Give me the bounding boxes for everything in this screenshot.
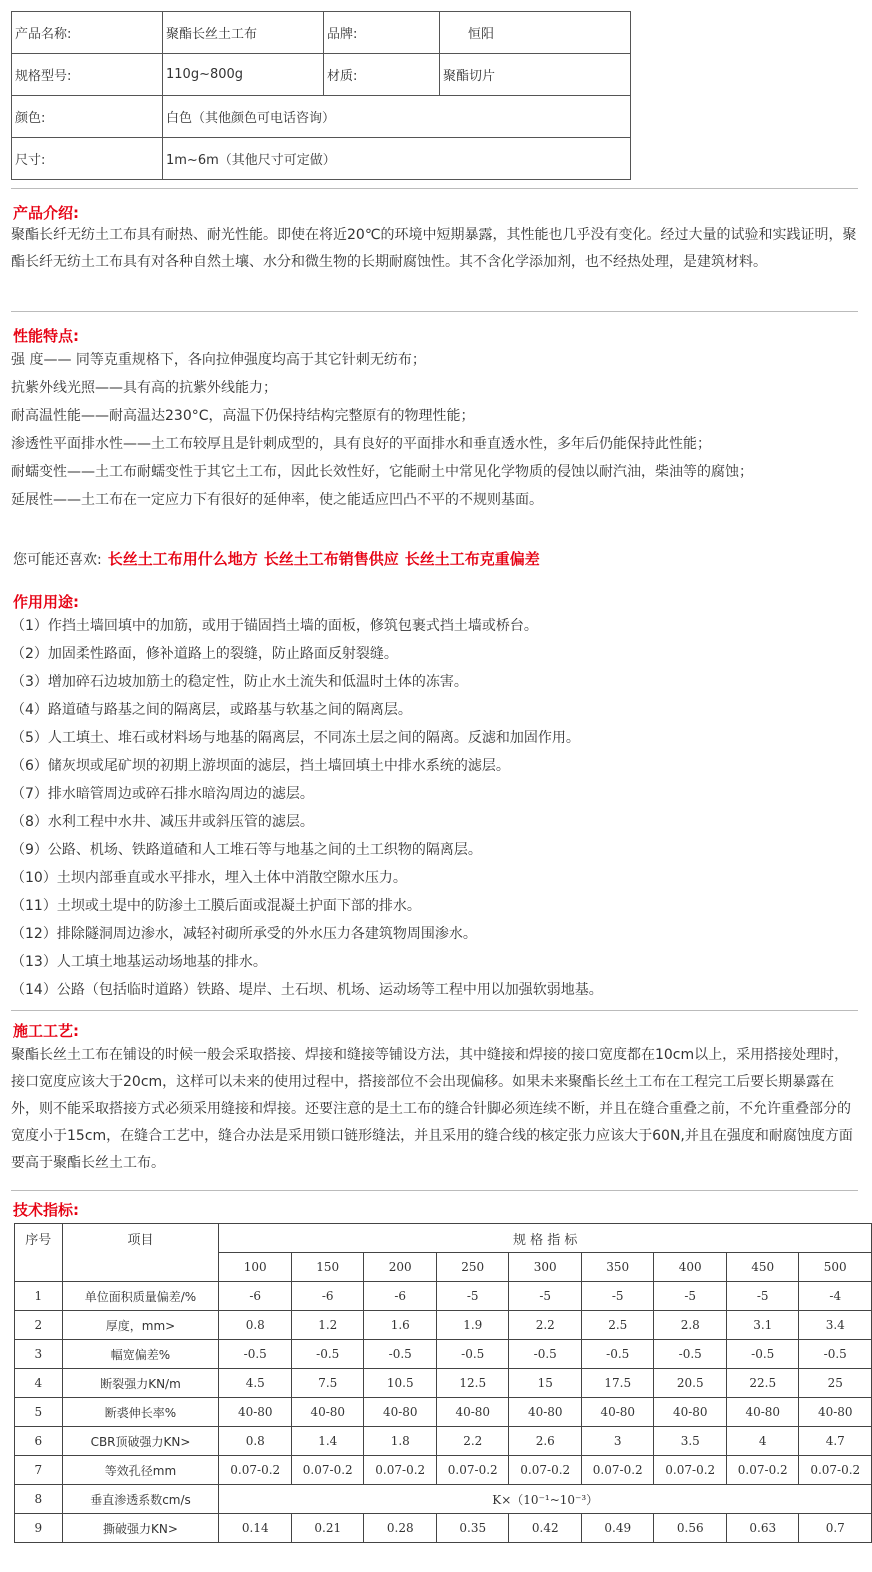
- spec-row: [12, 54, 631, 96]
- row-number: 3: [15, 1340, 63, 1369]
- may-like-link[interactable]: 长丝土工布销售供应: [263, 550, 399, 568]
- row-value: 0.35: [436, 1514, 509, 1543]
- row-value: -5: [581, 1282, 654, 1311]
- row-value: 0.56: [654, 1514, 727, 1543]
- row-number: 1: [15, 1282, 63, 1311]
- row-value: 40-80: [509, 1398, 582, 1427]
- spec-label: 规格型号:: [12, 54, 163, 96]
- tech-row: [15, 1340, 872, 1369]
- uses-title: 作用用途:: [13, 593, 79, 611]
- row-value: 7.5: [291, 1369, 364, 1398]
- intro-title: 产品介绍:: [13, 204, 79, 222]
- tech-body: [15, 1282, 872, 1543]
- row-value: 1.2: [291, 1311, 364, 1340]
- row-number: 9: [15, 1514, 63, 1543]
- row-value: 0.07-0.2: [654, 1456, 727, 1485]
- tech-row: [15, 1514, 872, 1543]
- row-value: 0.07-0.2: [291, 1456, 364, 1485]
- spec-value: 聚酯长丝土工布: [163, 12, 324, 54]
- tech-table: [14, 1223, 872, 1543]
- use-item: （5）人工填土、堆石或材料场与地基的隔离层，不同冻土层之间的隔离。反滤和加固作用。: [11, 730, 580, 746]
- spec-label: 颜色:: [12, 96, 163, 138]
- row-item: 单位面积质量偏差/%: [62, 1282, 219, 1311]
- use-item: （14）公路（包括临时道路）铁路、堤岸、土石坝、机场、运动场等工程中用以加强软弱地基。: [11, 982, 603, 998]
- row-value: 2.6: [509, 1427, 582, 1456]
- may-like-link[interactable]: 长丝土工布克重偏差: [404, 550, 540, 568]
- row-value: 3: [581, 1427, 654, 1456]
- size-header-cell: 350: [581, 1253, 654, 1282]
- row-number: 5: [15, 1398, 63, 1427]
- row-value: 0.21: [291, 1514, 364, 1543]
- row-value: 40-80: [581, 1398, 654, 1427]
- row-value: 2.8: [654, 1311, 727, 1340]
- divider: [11, 188, 858, 189]
- row-value: -6: [219, 1282, 292, 1311]
- row-value: 40-80: [799, 1398, 872, 1427]
- size-header-cell: 150: [291, 1253, 364, 1282]
- row-value: 22.5: [726, 1369, 799, 1398]
- tech-row: [15, 1398, 872, 1427]
- row-value: 40-80: [436, 1398, 509, 1427]
- row-value: 0.8: [219, 1311, 292, 1340]
- row-value: 1.8: [364, 1427, 437, 1456]
- row-value: 2.5: [581, 1311, 654, 1340]
- divider: [11, 1190, 858, 1191]
- row-value: -6: [364, 1282, 437, 1311]
- row-item: 等效孔径mm: [62, 1456, 219, 1485]
- row-value: 3.4: [799, 1311, 872, 1340]
- row-value: 25: [799, 1369, 872, 1398]
- feature-item: 强 度—— 同等克重规格下，各向拉伸强度均高于其它针刺无纺布；: [11, 352, 426, 368]
- row-value: 40-80: [726, 1398, 799, 1427]
- row-value: 0.42: [509, 1514, 582, 1543]
- uses-list: [11, 612, 859, 1004]
- row-item: 断裘伸长率%: [62, 1398, 219, 1427]
- use-item: （10）土坝内部垂直或水平排水，埋入土体中消散空隙水压力。: [11, 870, 407, 886]
- spec-label: 产品名称:: [12, 12, 163, 54]
- tech-row: [15, 1282, 872, 1311]
- size-header-cell: 300: [509, 1253, 582, 1282]
- row-value: 12.5: [436, 1369, 509, 1398]
- row-value: 40-80: [219, 1398, 292, 1427]
- use-item: （7）排水暗管周边或碎石排水暗沟周边的滤层。: [11, 786, 314, 802]
- tech-row: [15, 1311, 872, 1340]
- row-value: 1.6: [364, 1311, 437, 1340]
- feature-item: 耐高温性能——耐高温达230°C，高温下仍保持结构完整原有的物理性能；: [11, 408, 475, 424]
- row-value: 0.07-0.2: [726, 1456, 799, 1485]
- process-paragraph: 聚酯长丝土工布在铺设的时候一般会采取搭接、焊接和缝接等铺设方法，其中缝接和焊接的接口宽度都在10cm以上，采用搭接处理时，接口宽度应该大于20cm，这样可以未来的使用过程中，搭接部位不会出现偏移。如果未来聚酯长丝土工布在工程完工后要长期暴露在外，则不能采取搭接方式必须采用缝接和焊接。还要注意的是土工布的缝合针脚必须连续不断，并且在缝合重叠之前，不允许重叠部分的宽度小于15cm，在缝合工艺中，缝合办法是采用锁口链形缝法，并且采用的缝合线的核定张力应该大于60N,并且在强度和耐腐蚀度方面要高于聚酯长丝土工布。: [11, 1047, 853, 1171]
- row-value: 0.7: [799, 1514, 872, 1543]
- row-value: 40-80: [364, 1398, 437, 1427]
- use-item: （9）公路、机场、铁路道碴和人工堆石等与地基之间的土工织物的隔离层。: [11, 842, 482, 858]
- row-number: 7: [15, 1456, 63, 1485]
- spec-value: 1m~6m（其他尺寸可定做）: [163, 138, 631, 180]
- tech-row: [15, 1369, 872, 1398]
- row-value: 4: [726, 1427, 799, 1456]
- row-value: 0.07-0.2: [219, 1456, 292, 1485]
- row-value: 2.2: [436, 1427, 509, 1456]
- size-header-cell: 400: [654, 1253, 727, 1282]
- row-value: 0.28: [364, 1514, 437, 1543]
- row-value: 0.07-0.2: [436, 1456, 509, 1485]
- divider: [11, 311, 858, 312]
- row-value: -6: [291, 1282, 364, 1311]
- size-header-cell: 500: [799, 1253, 872, 1282]
- tech-row: [15, 1427, 872, 1456]
- use-item: （3）增加碎石边坡加筋土的稳定性，防止水土流失和低温时土体的冻害。: [11, 674, 468, 690]
- tech-row: [15, 1485, 872, 1514]
- spec-label: 品牌:: [324, 12, 440, 54]
- use-item: （2）加固柔性路面，修补道路上的裂缝，防止路面反射裂缝。: [11, 646, 398, 662]
- row-item: 幅宽偏差%: [62, 1340, 219, 1369]
- row-value: -0.5: [364, 1340, 437, 1369]
- row-value: 40-80: [291, 1398, 364, 1427]
- divider: [11, 1010, 858, 1011]
- row-value: 0.49: [581, 1514, 654, 1543]
- process-title: 施工工艺:: [13, 1022, 79, 1040]
- spec-value: 白色（其他颜色可电话咨询）: [163, 96, 631, 138]
- features-title: 性能特点:: [13, 327, 79, 345]
- spec-row: [12, 96, 631, 138]
- spec-label: 材质:: [324, 54, 440, 96]
- may-like-link[interactable]: 长丝土工布用什么地方: [107, 550, 258, 568]
- spec-value: 恒阳: [440, 12, 631, 54]
- size-header-cell: 450: [726, 1253, 799, 1282]
- use-item: （6）储灰坝或尾矿坝的初期上游坝面的滤层，挡土墙回填土中排水系统的滤层。: [11, 758, 510, 774]
- spec-label: 尺寸:: [12, 138, 163, 180]
- row-value: 0.07-0.2: [799, 1456, 872, 1485]
- row-value: -0.5: [654, 1340, 727, 1369]
- row-value: -0.5: [219, 1340, 292, 1369]
- row-value: 4.5: [219, 1369, 292, 1398]
- row-value: 20.5: [654, 1369, 727, 1398]
- row-value: -0.5: [799, 1340, 872, 1369]
- feature-item: 延展性——土工布在一定应力下有很好的延伸率，使之能适应凹凸不平的不规则基面。: [11, 492, 543, 508]
- row-value: -5: [509, 1282, 582, 1311]
- may-like-label: 您可能还喜欢:: [13, 552, 102, 568]
- tech-header-row: [15, 1224, 872, 1253]
- row-item: CBR顶破强力KN>: [62, 1427, 219, 1456]
- may-like: [13, 548, 540, 569]
- row-value: 17.5: [581, 1369, 654, 1398]
- feature-item: 耐蠕变性——土工布耐蠕变性于其它土工布，因此长效性好，它能耐土中常见化学物质的侵蚀以耐汽油，柴油等的腐蚀；: [11, 464, 753, 480]
- spec-value: 110g~800g: [163, 54, 324, 96]
- row-value: -5: [726, 1282, 799, 1311]
- row-item: 垂直渗透系数cm/s: [62, 1485, 219, 1514]
- process-text: [11, 1042, 859, 1177]
- col-item-header: 项目: [62, 1224, 219, 1282]
- features-list: [11, 346, 859, 514]
- row-number: 6: [15, 1427, 63, 1456]
- row-value: 1.4: [291, 1427, 364, 1456]
- row-value: -0.5: [291, 1340, 364, 1369]
- tech-row: [15, 1456, 872, 1485]
- row-value: 0.63: [726, 1514, 799, 1543]
- row-value: 40-80: [654, 1398, 727, 1427]
- row-value: 0.07-0.2: [364, 1456, 437, 1485]
- intro-paragraph: 聚酯长纤无纺土工布具有耐热、耐光性能。即使在将近20℃的环境中短期暴露，其性能也几乎没有变化。经过大量的试验和实践证明，聚酯长纤无纺土工布具有对各种自然土壤、水分和微生物的长期耐腐蚀性。其不含化学添加剂，也不经热处理，是建筑材料。: [11, 227, 857, 270]
- row-item: 断裂强力KN/m: [62, 1369, 219, 1398]
- feature-item: 渗透性平面排水性——土工布较厚且是针刺成型的，具有良好的平面排水和垂直透水性，多年后仍能保持此性能；: [11, 436, 711, 452]
- row-value: 15: [509, 1369, 582, 1398]
- size-header-cell: 200: [364, 1253, 437, 1282]
- row-value: 0.07-0.2: [581, 1456, 654, 1485]
- spec-row: [12, 12, 631, 54]
- use-item: （12）排除隧洞周边渗水，减轻衬砌所承受的外水压力各建筑物周围渗水。: [11, 926, 477, 942]
- row-value: -4: [799, 1282, 872, 1311]
- row-number: 4: [15, 1369, 63, 1398]
- col-no-header: 序号: [15, 1224, 63, 1282]
- row-value: -5: [654, 1282, 727, 1311]
- row-value: 0.14: [219, 1514, 292, 1543]
- row-value: 3.5: [654, 1427, 727, 1456]
- size-header-cell: 100: [219, 1253, 292, 1282]
- spec-value: 聚酯切片: [440, 54, 631, 96]
- use-item: （4）路道碴与路基之间的隔离层，或路基与软基之间的隔离层。: [11, 702, 412, 718]
- row-value: 0.8: [219, 1427, 292, 1456]
- row-value: -0.5: [436, 1340, 509, 1369]
- col-spec-header: 规 格 指 标: [219, 1224, 872, 1253]
- row-value: -0.5: [509, 1340, 582, 1369]
- use-item: （13）人工填土地基运动场地基的排水。: [11, 954, 267, 970]
- row-value: 1.9: [436, 1311, 509, 1340]
- row-value: -5: [436, 1282, 509, 1311]
- row-number: 2: [15, 1311, 63, 1340]
- row-value: 10.5: [364, 1369, 437, 1398]
- row-value: 3.1: [726, 1311, 799, 1340]
- row-item: 撕破强力KN>: [62, 1514, 219, 1543]
- spec-table: [11, 11, 631, 180]
- use-item: （8）水利工程中水井、减压井或斜压管的滤层。: [11, 814, 314, 830]
- row-number: 8: [15, 1485, 63, 1514]
- row-item: 厚度，mm>: [62, 1311, 219, 1340]
- use-item: （11）土坝或土堤中的防渗土工膜后面或混凝土护面下部的排水。: [11, 898, 421, 914]
- intro-text: [11, 222, 859, 276]
- row-value: -0.5: [581, 1340, 654, 1369]
- row-value: -0.5: [726, 1340, 799, 1369]
- row-merged-value: K×（10⁻¹~10⁻³）: [219, 1485, 872, 1514]
- use-item: （1）作挡土墙回填中的加筋，或用于锚固挡土墙的面板，修筑包裹式挡土墙或桥台。: [11, 618, 538, 634]
- row-value: 0.07-0.2: [509, 1456, 582, 1485]
- size-header-cell: 250: [436, 1253, 509, 1282]
- tech-title: 技术指标:: [13, 1201, 79, 1219]
- feature-item: 抗紫外线光照——具有高的抗紫外线能力；: [11, 380, 277, 396]
- row-value: 4.7: [799, 1427, 872, 1456]
- spec-row: [12, 138, 631, 180]
- row-value: 2.2: [509, 1311, 582, 1340]
